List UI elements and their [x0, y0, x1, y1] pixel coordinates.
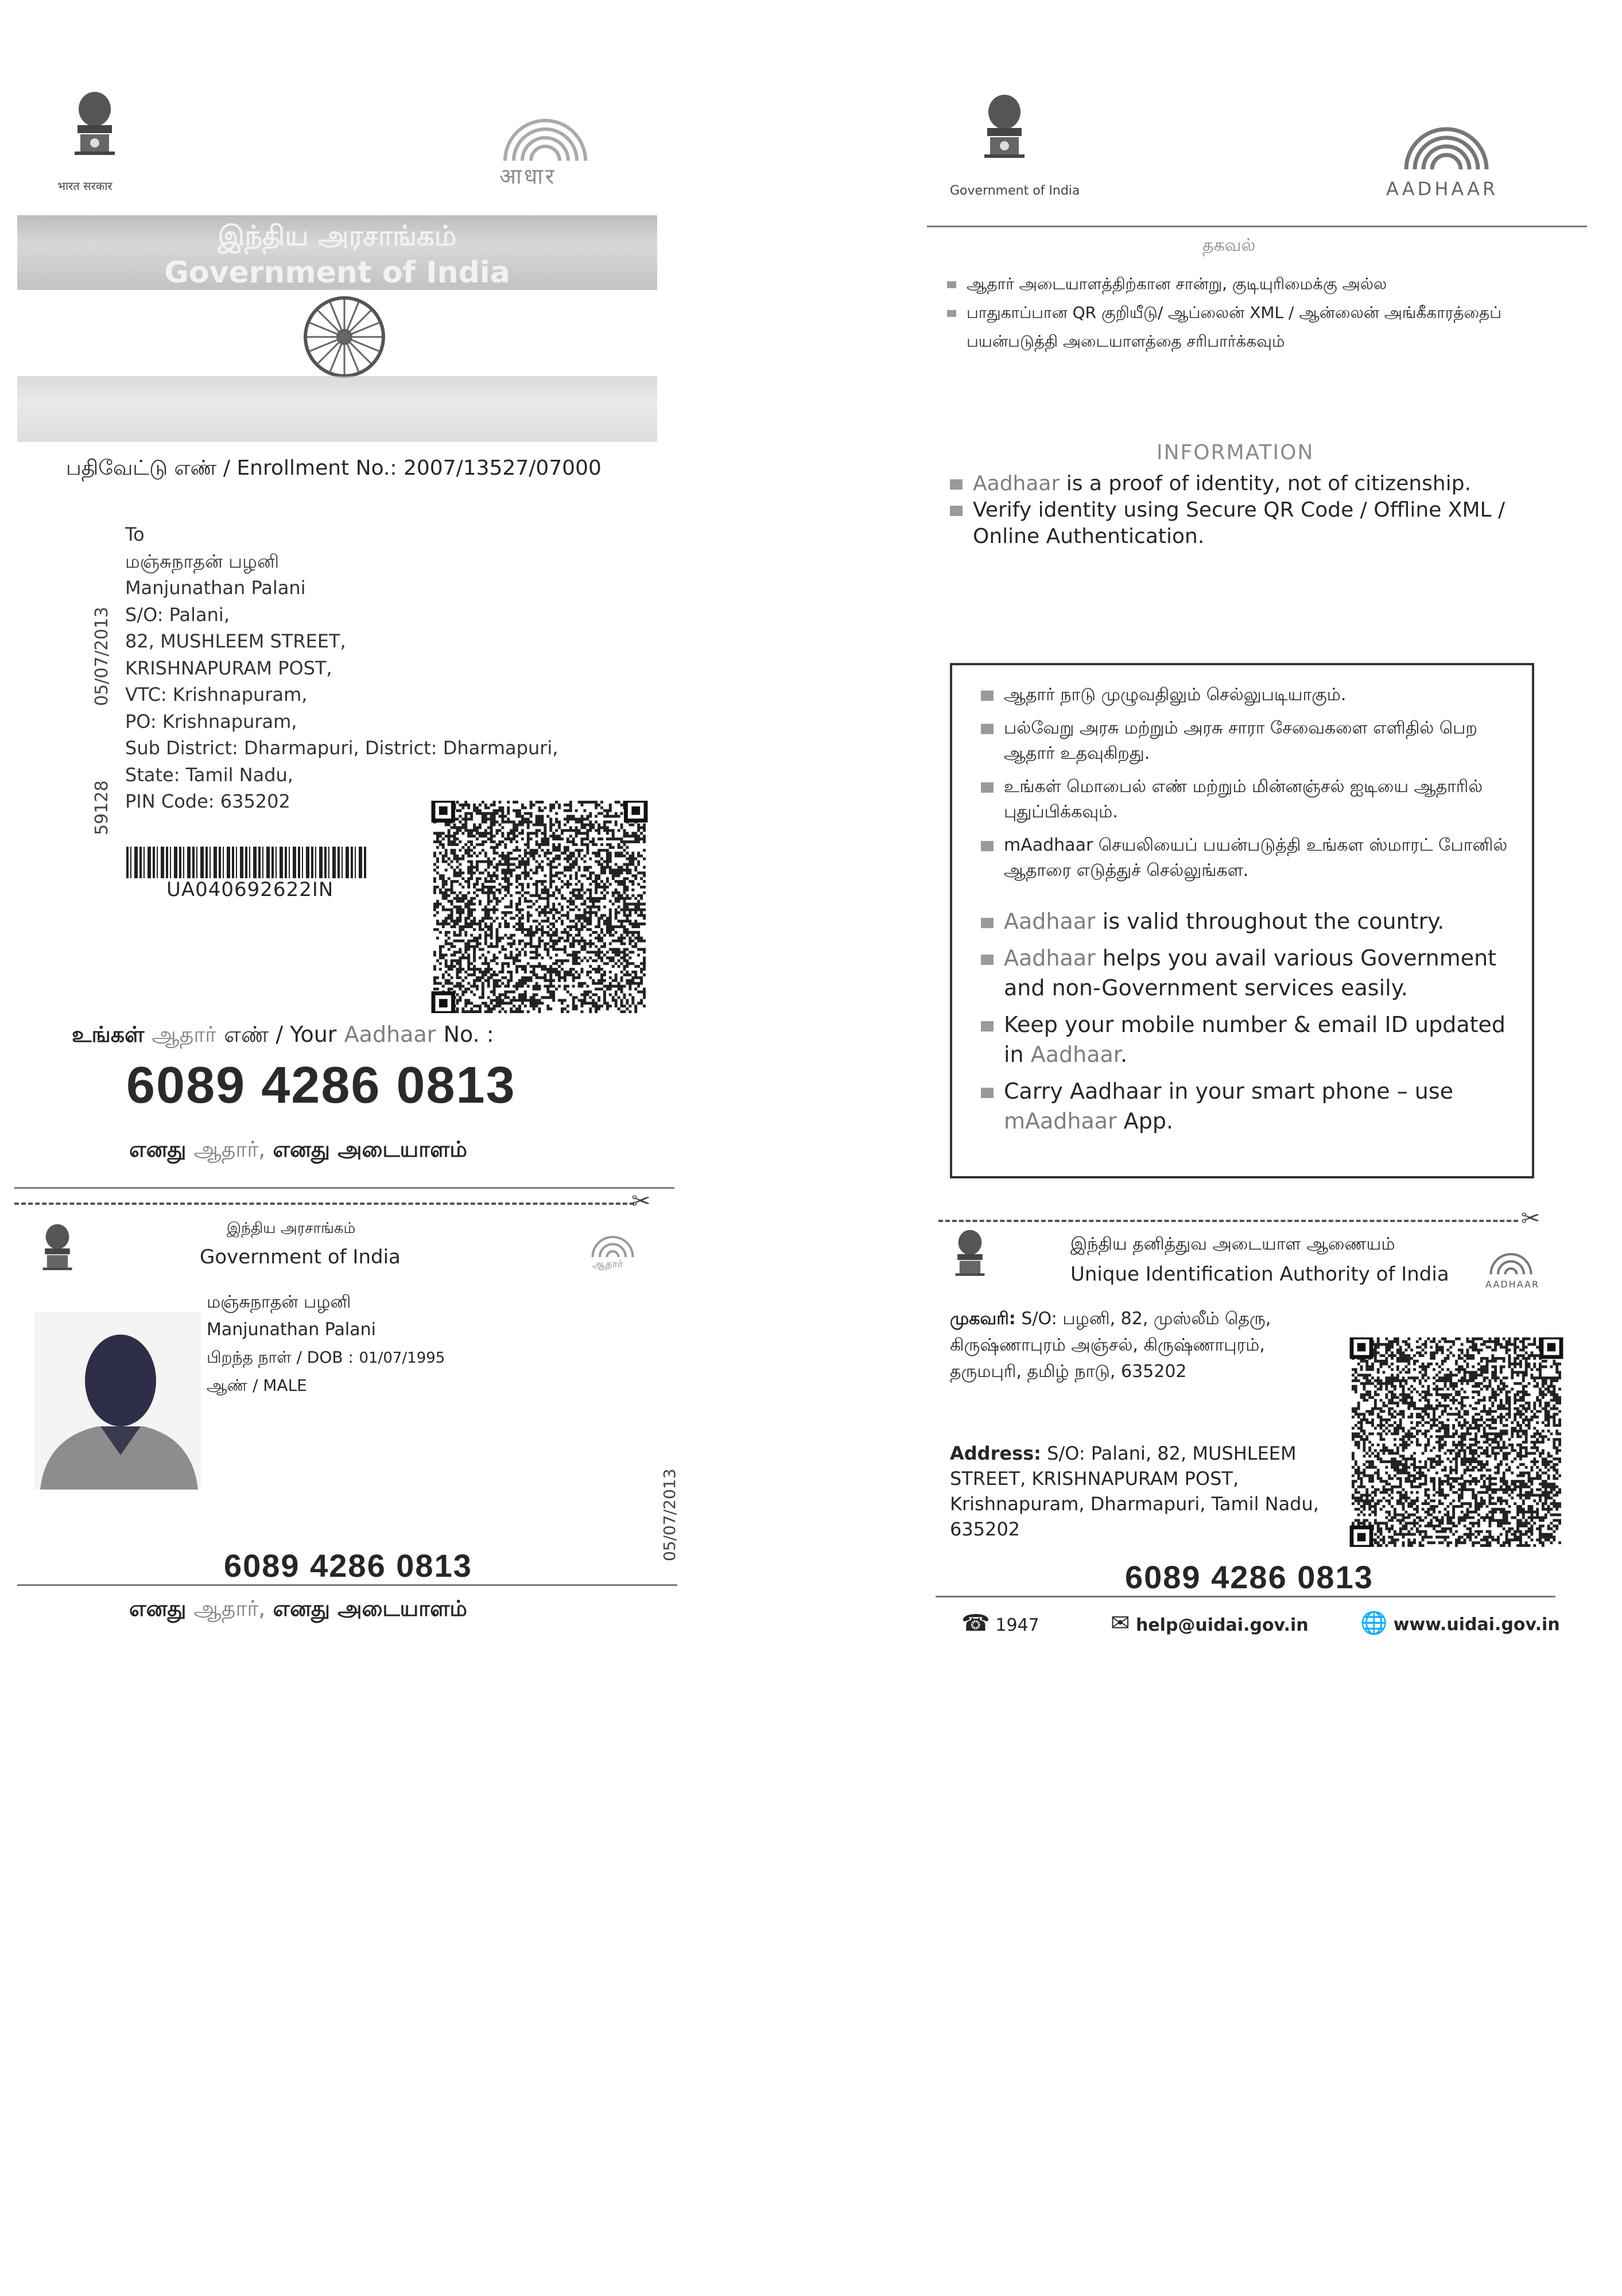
profile-photo: [34, 1312, 201, 1490]
dob-value: 01/07/1995: [359, 1349, 445, 1367]
scissors-icon: ✂: [1521, 1205, 1540, 1232]
recipient-address: [125, 521, 558, 815]
emblem-caption: Government of India: [950, 184, 1080, 198]
box-english-point: Aadhaar is valid throughout the country.: [981, 906, 1509, 936]
box-tamil-points: [981, 682, 1509, 891]
banner-tamil: இந்திய அரசாங்கம்: [218, 220, 457, 252]
info-heading: INFORMATION: [1157, 441, 1314, 464]
ashoka-chakra-icon: [301, 294, 387, 380]
barcode-text: UA040692622IN: [166, 878, 334, 901]
tamil-points: [947, 270, 1578, 356]
box-tamil-point: பல்வேறு அரசு மற்றும் அரசு சாரா சேவைகளை எளிதில் பெற ஆதார் உதவுகிறது.: [981, 716, 1509, 766]
address-line: KRISHNAPURAM POST,: [125, 657, 332, 679]
gov-tamil: இந்திய அரசாங்கம்: [227, 1220, 356, 1237]
info-point: Verify identity using Secure QR Code / Offline XML / Online Authentication.: [950, 497, 1570, 550]
tagline-b: ஆதார்,: [193, 1596, 266, 1621]
contact-phone: [961, 1610, 1039, 1636]
faded-banner: [17, 376, 657, 442]
tagline-a: எனது: [129, 1596, 187, 1621]
gender: ஆண் / MALE: [207, 1376, 307, 1395]
address-line: VTC: Krishnapuram,: [125, 684, 308, 705]
card-divider: [936, 1596, 1555, 1597]
info-point: Aadhaar is a proof of identity, not of citizenship.: [950, 471, 1570, 497]
box-tamil-point: mAadhaar செயலியைப் பயன்படுத்தி உங்கள ஸ்மாரட் போனில் ஆதாரை எடுத்துச் செல்லுங்கள.: [981, 833, 1509, 883]
box-english-points: [981, 906, 1509, 1136]
uidai-english: Unique Identification Authority of India: [1070, 1263, 1449, 1286]
address-line: PO: Krishnapuram,: [125, 710, 297, 732]
address-line: 82, MUSHLEEM STREET,: [125, 630, 346, 652]
side-code: 59128: [92, 780, 112, 835]
tamil-heading: தகவல்: [1202, 235, 1256, 255]
globe-icon: 🌐: [1360, 1610, 1388, 1635]
phone-icon: ☎: [961, 1610, 990, 1636]
separator-line: [14, 1187, 674, 1189]
cut-line-right: [938, 1220, 1518, 1222]
aadhaar-fingerprint-icon: [494, 103, 597, 166]
tamil-point: பாதுகாப்பான QR குறியீடு/ ஆப்லைன் XML / ஆன்லைன் அங்கீகாரத்தைப் பயன்படுத்தி அடையாளத்தை சரிபார்க்கவும்: [947, 298, 1578, 356]
enrollment-number: பதிவேட்டு எண் / Enrollment No.: 2007/13527/07000: [66, 456, 602, 480]
label-rest: எண் / Your: [224, 1022, 337, 1047]
box-english-point: Keep your mobile number & email ID updated in Aadhaar.: [981, 1010, 1509, 1069]
aadhaar-mark-text: आधार: [499, 164, 557, 189]
contact-email: [1111, 1610, 1309, 1636]
tagline-c: எனது அடையாளம்: [273, 1137, 467, 1162]
aadhaar-fingerprint-icon: [1389, 112, 1504, 175]
banner-english: Government of India: [164, 255, 510, 290]
address-line: மஞ்சுநாதன் பழனி: [125, 550, 280, 572]
qr-code: [430, 801, 649, 1013]
address-line: To: [125, 523, 145, 545]
gov-banner: [17, 215, 657, 290]
address-tamil-label: முகவரி:: [950, 1309, 1016, 1329]
label-end: No. :: [443, 1022, 494, 1047]
aadhaar-number: 6089 4286 0813: [1125, 1559, 1373, 1595]
address-english-line: Krishnapuram, Dharmapuri, Tamil Nadu,: [950, 1493, 1319, 1515]
label-tamil: உங்கள்: [72, 1022, 145, 1047]
address-label: Address:: [950, 1442, 1041, 1464]
aadhaar-number: 6089 4286 0813: [126, 1057, 516, 1114]
tagline: [129, 1596, 467, 1624]
side-date: 05/07/2013: [660, 1468, 679, 1561]
uidai-tamil: இந்திய தனித்துவ அடையாள ஆணையம்: [1070, 1234, 1395, 1254]
card-divider: [17, 1584, 677, 1586]
dob-label: பிறந்த நாள் / DOB :: [207, 1348, 354, 1367]
info-points: [950, 471, 1570, 550]
header-line: [927, 226, 1587, 227]
your-aadhaar-label: [72, 1022, 494, 1050]
tagline: [129, 1137, 467, 1165]
address-tamil: [950, 1306, 1271, 1385]
address-english-line: 635202: [950, 1518, 1020, 1540]
address-tamil-line: [950, 1306, 1271, 1332]
emblem-caption: भारत सरकार: [57, 179, 112, 193]
box-tamil-point: உங்கள் மொபைல் எண் மற்றும் மின்னஞ்சல் ஐடியை ஆதாரில் புதுப்பிக்கவும்.: [981, 774, 1509, 825]
box-english-point: Carry Aadhaar in your smart phone – use mAadhaar App.: [981, 1076, 1509, 1136]
phone-number: 1947: [995, 1615, 1039, 1635]
national-emblem-icon: [947, 1225, 993, 1289]
aadhaar-logo-text: AADHAAR: [1386, 178, 1499, 200]
aadhaar-fingerprint-icon: [585, 1228, 640, 1260]
gov-english: Government of India: [200, 1246, 401, 1269]
aadhaar-mark-text: ஆதார்: [592, 1258, 623, 1270]
card-details: [207, 1289, 445, 1399]
tagline-a: எனது: [129, 1137, 187, 1162]
address-tamil-line: கிருஷ்ணாபுரம் அஞ்சல், கிருஷ்ணாபுரம்,: [950, 1335, 1265, 1355]
side-date: 05/07/2013: [92, 607, 112, 706]
cut-line-left: [14, 1203, 634, 1205]
address-text: S/O: Palani, 82, MUSHLEEM: [1047, 1442, 1297, 1464]
address-line: Sub District: Dharmapuri, District: Dharmapuri,: [125, 737, 558, 759]
name-tamil: மஞ்சுநாதன் பழனி: [207, 1292, 351, 1312]
tamil-point: ஆதார் அடையாளத்திற்கான சான்று, குடியுரிமைக்கு அல்ல: [947, 270, 1578, 298]
aadhaar-number: 6089 4286 0813: [224, 1548, 472, 1584]
address-line: S/O: Palani,: [125, 603, 230, 626]
dob-row: [207, 1344, 445, 1372]
email-address: help@uidai.gov.in: [1135, 1615, 1309, 1635]
address-english: [950, 1441, 1319, 1542]
national-emblem-icon: [63, 86, 126, 172]
aadhaar-fingerprint-icon: [1484, 1246, 1538, 1277]
scissors-icon: ✂: [631, 1188, 651, 1215]
name-english: Manjunathan Palani: [207, 1320, 376, 1340]
tagline-c: எனது அடையாளம்: [273, 1596, 467, 1621]
label-aadhaar-ta: ஆதார்: [152, 1022, 217, 1047]
contact-website: [1360, 1610, 1560, 1636]
address-tamil-text: S/O: பழனி, 82, முஸ்லீம் தெரு,: [1021, 1309, 1271, 1329]
address-line: PIN Code: 635202: [125, 790, 290, 812]
mail-icon: ✉: [1111, 1610, 1130, 1636]
qr-code: [1349, 1337, 1564, 1547]
address-line: Manjunathan Palani: [125, 577, 306, 599]
national-emblem-icon: [34, 1220, 80, 1283]
address-english-line: STREET, KRISHNAPURAM POST,: [950, 1468, 1239, 1490]
tagline-b: ஆதார்,: [193, 1137, 266, 1162]
aadhaar-logo-text: AADHAAR: [1485, 1279, 1540, 1290]
address-english-line: [950, 1441, 1319, 1466]
national-emblem-icon: [973, 89, 1036, 175]
website-url: www.uidai.gov.in: [1393, 1615, 1560, 1635]
address-line: State: Tamil Nadu,: [125, 763, 293, 786]
barcode: [126, 847, 367, 878]
box-tamil-point: ஆதார் நாடு முழுவதிலும் செல்லுபடியாகும்.: [981, 682, 1509, 708]
box-english-point: Aadhaar helps you avail various Government and non-Government services easily.: [981, 943, 1509, 1003]
label-aadhaar-en: Aadhaar: [344, 1022, 436, 1047]
info-box: [950, 663, 1534, 1178]
address-tamil-line: தருமபுரி, தமிழ் நாடு, 635202: [950, 1362, 1187, 1382]
